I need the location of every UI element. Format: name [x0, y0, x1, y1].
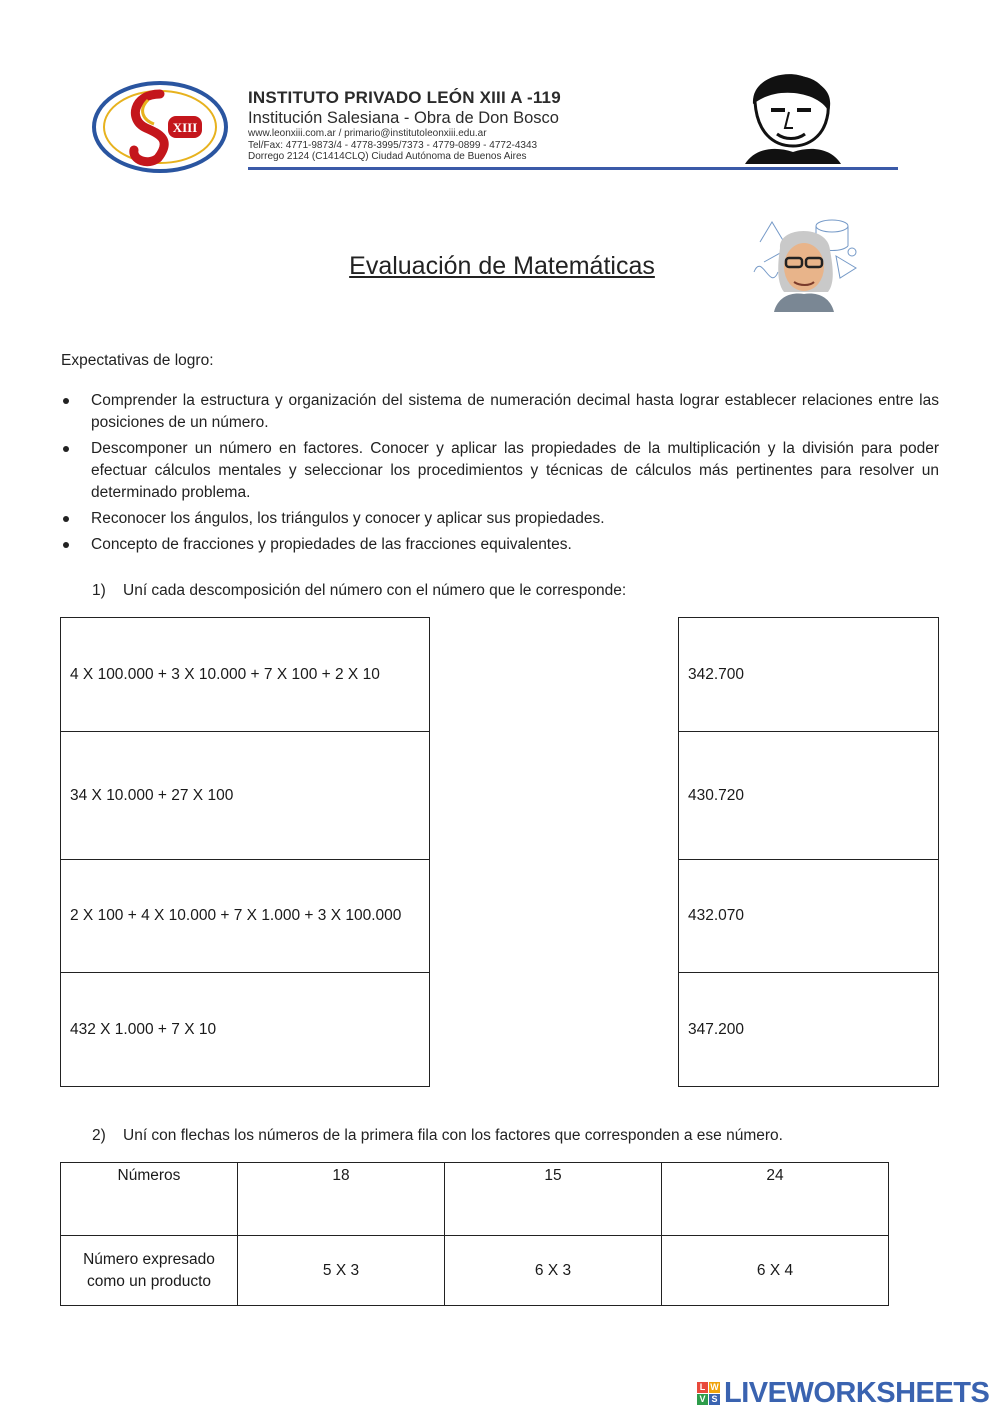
expectation-item: Descomponer un número en factores. Conocer y aplicar las propiedades de la multiplicación y la división para poder efectuar cálculos mentales y seleccionar los procedimientos y técnicas de cálculos más pertinentes para resolver un determinado problema. — [61, 438, 939, 504]
number-cell[interactable]: 18 — [238, 1163, 445, 1236]
institution-name: INSTITUTO PRIVADO LEÓN XIII A -119 — [248, 88, 561, 107]
school-header — [80, 72, 920, 182]
teacher-avatar-icon — [752, 212, 862, 312]
number-cell[interactable]: 15 — [445, 1163, 662, 1236]
row-label-numbers: Números — [61, 1163, 238, 1236]
table-row — [61, 1236, 889, 1306]
product-cell[interactable]: 6 X 3 — [445, 1236, 662, 1306]
question-1-prompt: 1) Uní cada descomposición del número con el número que le corresponde: — [92, 582, 627, 599]
decomposition-box[interactable]: 432 X 1.000 + 7 X 10 — [70, 1020, 217, 1038]
logo-text: XIII — [172, 120, 198, 135]
number-box[interactable]: 430.720 — [679, 732, 938, 860]
decomposition-column — [60, 617, 430, 1087]
don-bosco-portrait — [735, 72, 850, 164]
row-label-product: Número expresado como un producto — [61, 1236, 238, 1306]
number-box[interactable]: 432.070 — [679, 860, 938, 973]
product-cell[interactable]: 6 X 4 — [662, 1236, 889, 1306]
decomposition-box[interactable]: 4 X 100.000 + 3 X 10.000 + 7 X 100 + 2 X 10 — [61, 618, 429, 732]
product-cell[interactable]: 5 X 3 — [238, 1236, 445, 1306]
badge-letter: S — [709, 1394, 720, 1405]
number-box[interactable]: 347.200 — [688, 1020, 745, 1038]
expectation-item: Concepto de fracciones y propiedades de las fracciones equivalentes. — [61, 534, 939, 556]
expectation-item: Reconocer los ángulos, los triángulos y conocer y aplicar sus propiedades. — [61, 508, 939, 530]
contact-phone: Tel/Fax: 4771-9873/4 - 4778-3995/7373 - 4779-0899 - 4772-4343 — [248, 139, 538, 151]
expectation-item: Comprender la estructura y organización del sistema de numeración decimal hasta lograr establecer relaciones entre las posiciones de un número. — [61, 390, 939, 434]
header-divider — [248, 167, 898, 170]
liveworksheets-logo-icon — [697, 1382, 720, 1405]
number-box[interactable]: 342.700 — [679, 618, 938, 732]
badge-letter: V — [697, 1394, 708, 1405]
liveworksheets-brand — [697, 1377, 989, 1410]
expectations-label: Expectativas de logro: — [61, 352, 214, 369]
expectations-list — [61, 390, 939, 560]
table-row — [61, 1163, 889, 1236]
number-column — [678, 617, 939, 1087]
contact-address: Dorrego 2124 (C1414CLQ) Ciudad Autónoma de Buenos Aires — [248, 151, 527, 162]
number-cell[interactable]: 24 — [662, 1163, 889, 1236]
factors-table — [60, 1162, 889, 1306]
badge-letter: L — [697, 1382, 708, 1393]
decomposition-box[interactable]: 2 X 100 + 4 X 10.000 + 7 X 1.000 + 3 X 100.000 — [61, 860, 429, 973]
decomposition-box[interactable]: 34 X 10.000 + 27 X 100 — [61, 732, 429, 860]
school-logo — [88, 80, 238, 175]
question-2-prompt: 2) Uní con flechas los números de la primera fila con los factores que corresponden a ese número. — [92, 1127, 783, 1144]
page-title: Evaluación de Matemáticas — [349, 252, 655, 280]
institution-subtitle: Institución Salesiana - Obra de Don Bosco — [248, 109, 559, 127]
contact-web: www.leonxiii.com.ar / primario@institutoleonxiii.edu.ar — [248, 128, 487, 139]
brand-text[interactable]: LIVEWORKSHEETS — [724, 1377, 990, 1409]
badge-letter: W — [710, 1382, 719, 1392]
